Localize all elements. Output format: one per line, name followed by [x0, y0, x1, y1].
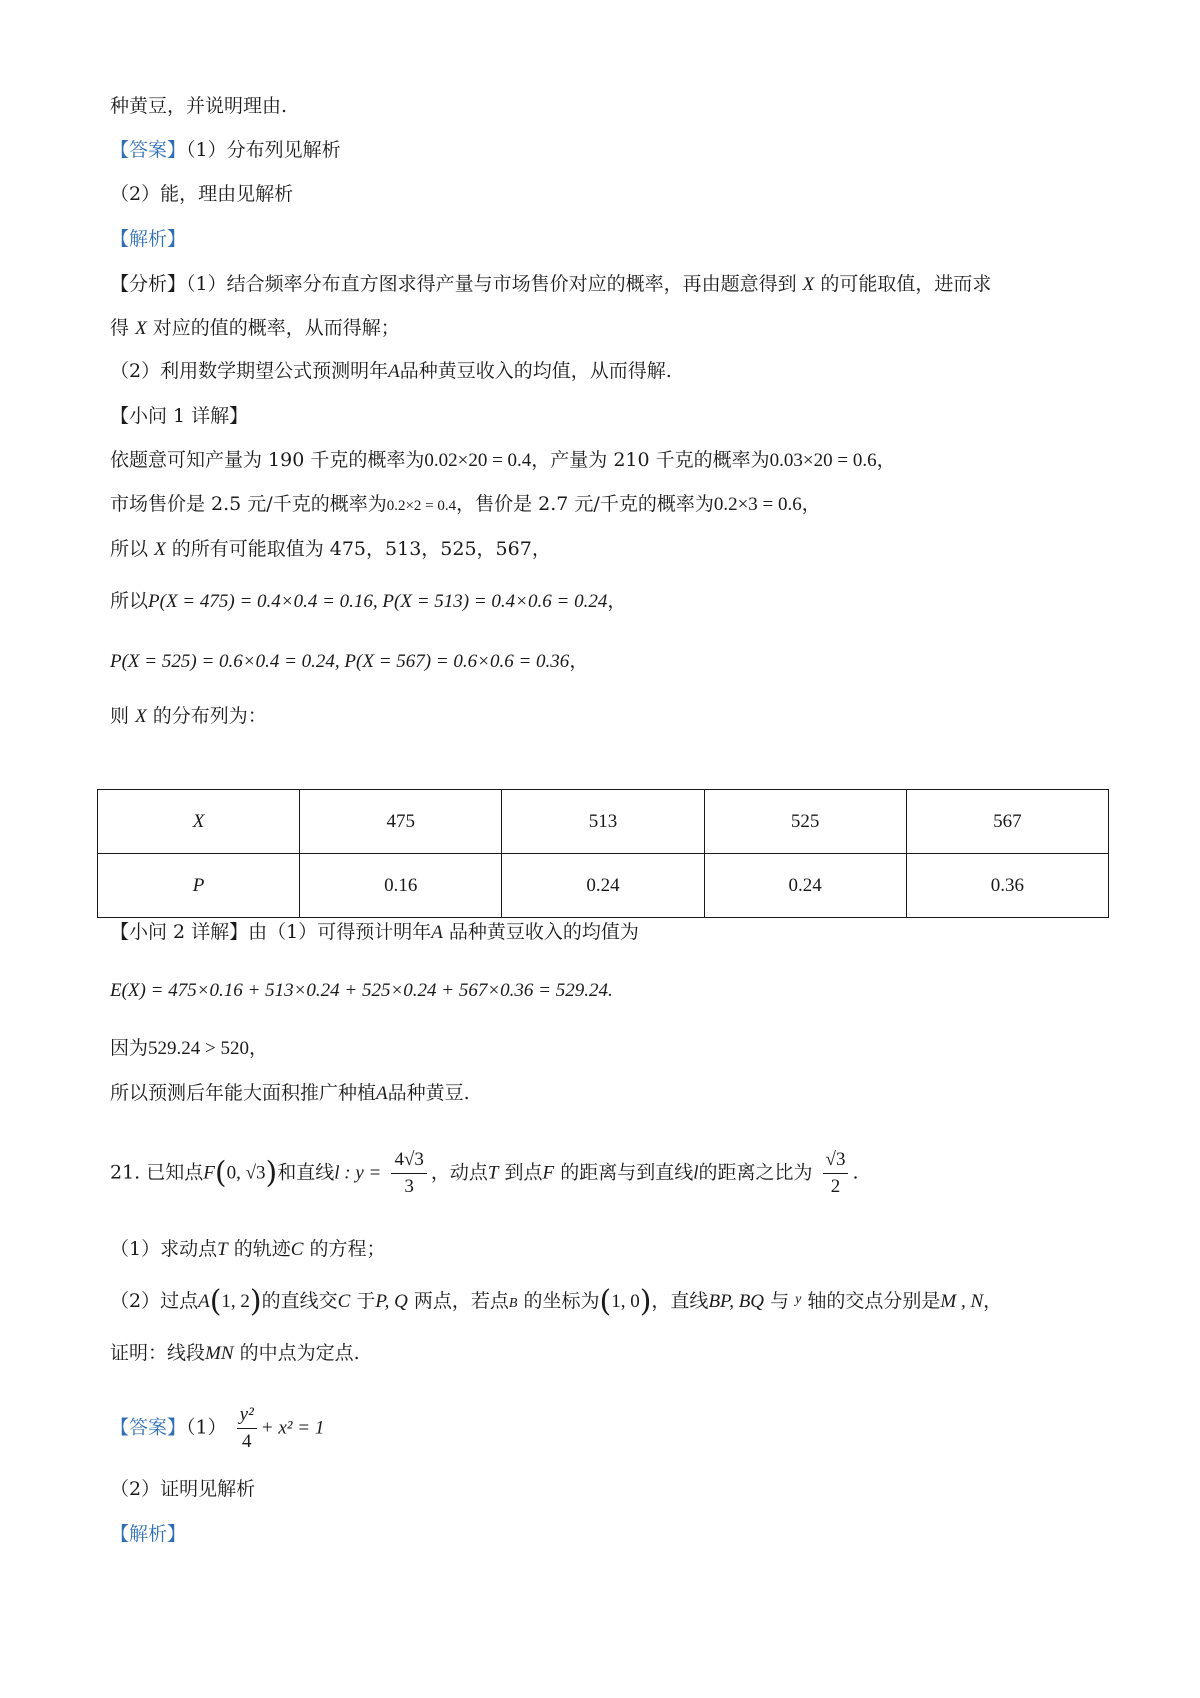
solution-line: E(X) = 475×0.16 + 513×0.24 + 525×0.24 + 567×0.36 = 529.24.: [110, 980, 613, 1001]
analysis-tag-line: 【解析】: [110, 1523, 187, 1545]
solution-line: 市场售价是 2.5 元/千克的概率为0.2×2 = 0.4，售价是 2.7 元/千克的概率为0.2×3 = 0.6，: [110, 493, 821, 515]
fraction: $\frac{\text{y²}}{4}$: [237, 1402, 257, 1455]
solution-line: 则 X 的分布列为：: [110, 705, 267, 727]
table-row: [98, 790, 1109, 854]
table-cell: 0.16: [300, 854, 502, 918]
subquestion-line: 【小问 2 详解】由（1）可得预计明年A 品种黄豆收入的均值为: [110, 921, 639, 943]
subquestion-tag: 【小问 1 详解】: [110, 405, 249, 427]
solution-line: 依题意可知产量为 190 千克的概率为0.02×20 = 0.4，产量为 210 千克的概率为0.03×20 = 0.6，: [110, 449, 896, 471]
analysis-line: 【分析】（1）结合频率分布直方图求得产量与市场售价对应的概率，再由题意得到 X 的可能取值，进而求: [110, 273, 992, 295]
solution-line: P(X = 525) = 0.6×0.4 = 0.24, P(X = 567) = 0.6×0.6 = 0.36，: [110, 650, 589, 672]
table-cell: 567: [906, 790, 1108, 854]
problem-21-part2-cont: 证明：线段MN 的中点为定点.: [110, 1342, 360, 1364]
table-cell: 0.36: [906, 854, 1108, 918]
problem-21-stem: 21. 已知点F(0, √3)和直线l : y = $\frac{4√3}{3}$ ，动点T 到点F 的距离与到直线l的距离之比为 $\frac{√3}{2}$ .: [110, 1147, 859, 1200]
table-cell: 475: [300, 790, 502, 854]
table-cell: 513: [502, 790, 704, 854]
problem-21-part1: （1）求动点T 的轨迹C 的方程；: [110, 1238, 386, 1260]
answer-21-line: （2）证明见解析: [110, 1478, 256, 1500]
solution-line: 因为529.24 > 520，: [110, 1037, 268, 1059]
analysis-tag-line: 【解析】: [110, 228, 187, 250]
answer-21-line: 【答案】（1） $\frac{\text{y²}}{4}$ + x² = 1: [110, 1402, 324, 1455]
distribution-table: [97, 789, 1109, 918]
solution-line: 所以P(X = 475) = 0.4×0.4 = 0.16, P(X = 513) = 0.4×0.6 = 0.24，: [110, 590, 627, 612]
answer-line: （2）能，理由见解析: [110, 183, 294, 205]
text-line: 种黄豆，并说明理由.: [110, 95, 288, 117]
answer-tag: 【答案】: [110, 139, 187, 161]
fraction: $\frac{√3}{2}$: [823, 1147, 849, 1200]
table-cell: P: [98, 854, 300, 918]
solution-line: 所以 X 的所有可能取值为 475，513，525，567，: [110, 538, 551, 560]
table-cell: X: [98, 790, 300, 854]
table-row: [98, 854, 1109, 918]
solution-line: 所以预测后年能大面积推广种植A品种黄豆.: [110, 1082, 470, 1104]
answer-line: 【答案】（1）分布列见解析: [110, 139, 341, 161]
fraction: $\frac{4√3}{3}$: [391, 1147, 426, 1200]
problem-21-part2: （2）过点A(1, 2)的直线交C 于P, Q 两点，若点B 的坐标为(1, 0)，直线BP, BQ 与 $^y$ 轴的交点分别是M , N，: [110, 1284, 1003, 1319]
analysis-line: （2）利用数学期望公式预测明年A品种黄豆收入的均值，从而得解.: [110, 360, 672, 382]
analysis-line: 得 X 对应的值的概率，从而得解；: [110, 317, 400, 339]
table-cell: 0.24: [502, 854, 704, 918]
table-cell: 0.24: [704, 854, 906, 918]
table-cell: 525: [704, 790, 906, 854]
